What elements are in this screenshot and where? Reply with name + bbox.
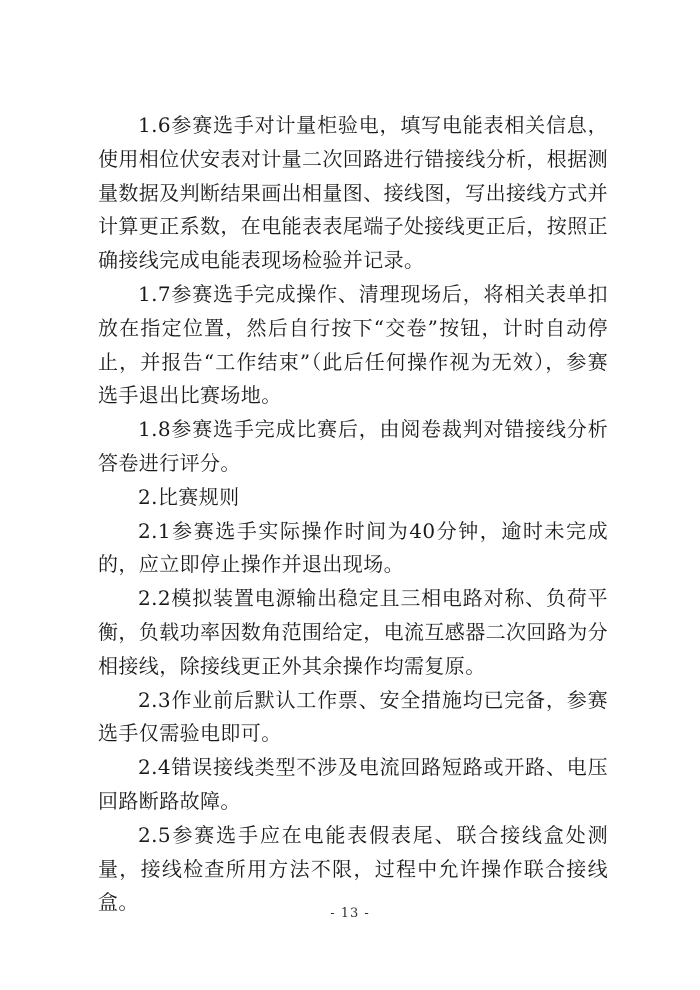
paragraph-1-7: 1.7参赛选手完成操作、清理现场后，将相关表单扣放在指定位置，然后自行按下“交卷”按钮，计时自动停止，并报告“工作结束”（此后任何操作视为无效），参赛选手退出比赛场地。: [98, 281, 608, 408]
document-body: [98, 109, 608, 920]
paragraph-2-4: 2.4错误接线类型不涉及电流回路短路或开路、电压回路断路故障。: [98, 755, 608, 813]
paragraph-2-2: 2.2模拟装置电源输出稳定且三相电路对称、负荷平衡，负载功率因数角范围给定，电流互感器二次回路为分相接线，除接线更正外其余操作均需复原。: [98, 586, 608, 678]
page-number: - 13 -: [330, 906, 370, 921]
paragraph-1-6: 1.6参赛选手对计量柜验电，填写电能表相关信息，使用相位伏安表对计量二次回路进行错接线分析，根据测量数据及判断结果画出相量图、接线图，写出接线方式并计算更正系数，在电能表表尾端子处接线更正后，按照正确接线完成电能表现场检验并记录。: [98, 113, 608, 273]
paragraph-2-1: 2.1参赛选手实际操作时间为40分钟，逾时未完成的，应立即停止操作并退出现场。: [98, 518, 608, 577]
paragraph-1-8: 1.8参赛选手完成比赛后，由阅卷裁判对错接线分析答卷进行评分。: [98, 417, 608, 475]
paragraph-2-5: 2.5参赛选手应在电能表假表尾、联合接线盒处测量，接线检查所用方法不限，过程中允许操作联合接线盒。: [98, 822, 608, 915]
paragraph-2-3: 2.3作业前后默认工作票、安全措施均已完备，参赛选手仅需验电即可。: [98, 687, 608, 746]
section-heading-competition-rules: 2.比赛规则: [138, 484, 240, 509]
